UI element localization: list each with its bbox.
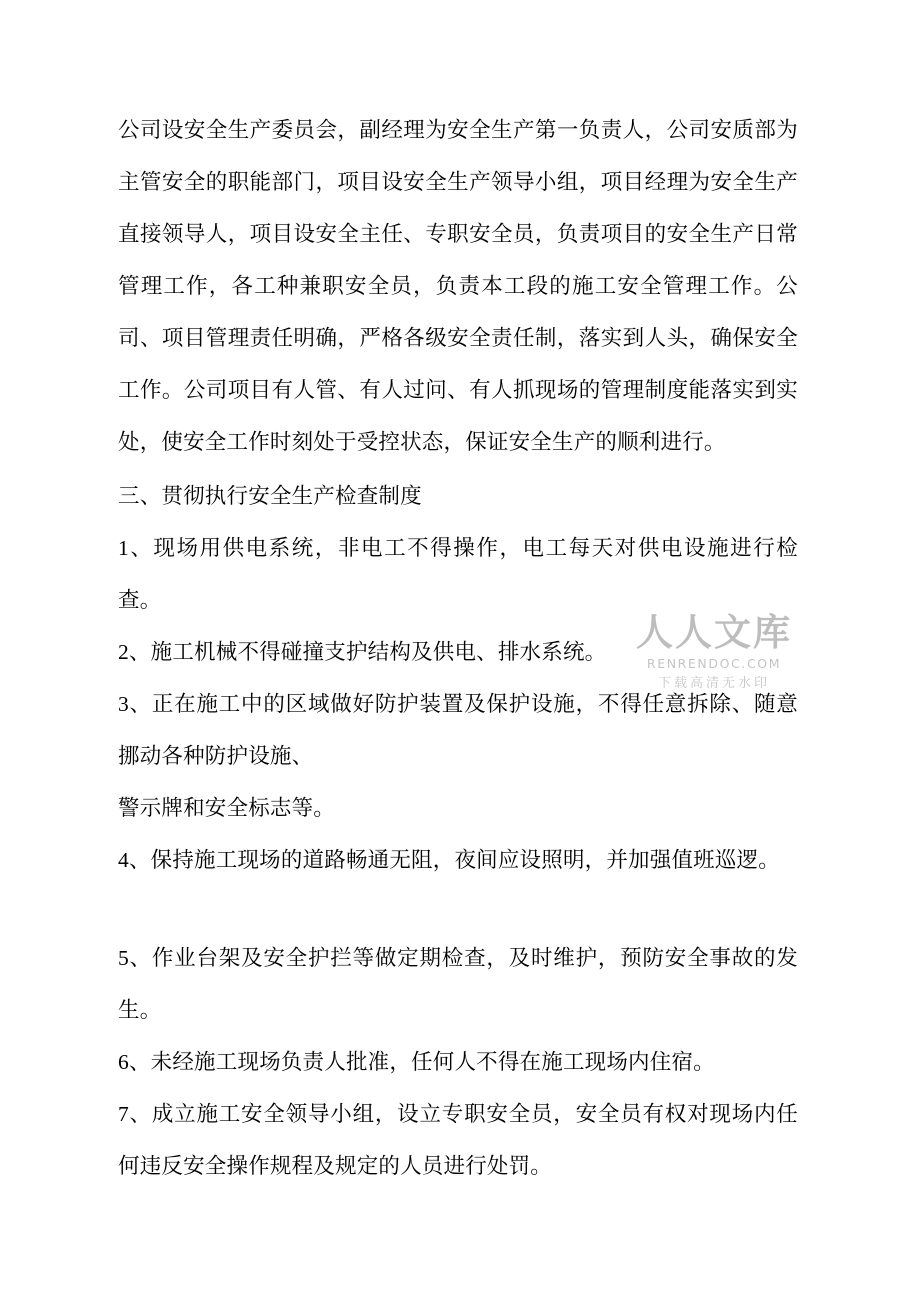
paragraph-intro: 公司设安全生产委员会，副经理为安全生产第一负责人，公司安质部为主管安全的职能部门，项目设安全生产领导小组，项目经理为安全生产直接领导人，项目设安全主任、专职安全员，负责项目的安全生产日常管理工作，各工种兼职安全员，负责本工段的施工安全管理工作。公司、项目管理责任明确，严格各级安全责任制，落实到人头，确保安全工作。公司项目有人管、有人过问、有人抓现场的管理制度能落实到实处，使安全工作时刻处于受控状态，保证安全生产的顺利进行。 bbox=[118, 118, 798, 454]
list-item-2: 2、施工机械不得碰撞支护结构及供电、排水系统。 bbox=[118, 640, 607, 664]
watermark-tagline: 下载高清无水印 bbox=[657, 676, 770, 691]
list-item-3-continuation: 警示牌和安全标志等。 bbox=[118, 796, 336, 820]
watermark-title: 人人文库 bbox=[636, 611, 792, 654]
document-body bbox=[118, 104, 798, 1192]
list-item-4: 4、保持施工现场的道路畅通无阻，夜间应设照明，并加强值班巡逻。 bbox=[118, 848, 780, 872]
watermark-domain: RENRENDOC.COM bbox=[646, 656, 782, 671]
list-item-3: 3、正在施工中的区域做好防护装置及保护设施，不得任意拆除、随意挪动各种防护设施、 bbox=[118, 692, 798, 768]
list-item-7: 7、成立施工安全领导小组，设立专职安全员，安全员有权对现场内任何违反安全操作规程及规定的人员进行处罚。 bbox=[118, 1102, 798, 1178]
list-item-6: 6、未经施工现场负责人批准，任何人不得在施工现场内住宿。 bbox=[118, 1050, 715, 1074]
section-heading-three: 三、贯彻执行安全生产检查制度 bbox=[118, 484, 422, 508]
list-item-5: 5、作业台架及安全护拦等做定期检查，及时维护，预防安全事故的发生。 bbox=[118, 946, 798, 1022]
list-item-1: 1、现场用供电系统，非电工不得操作，电工每天对供电设施进行检查。 bbox=[118, 536, 798, 612]
paragraph-spacer bbox=[118, 886, 798, 932]
